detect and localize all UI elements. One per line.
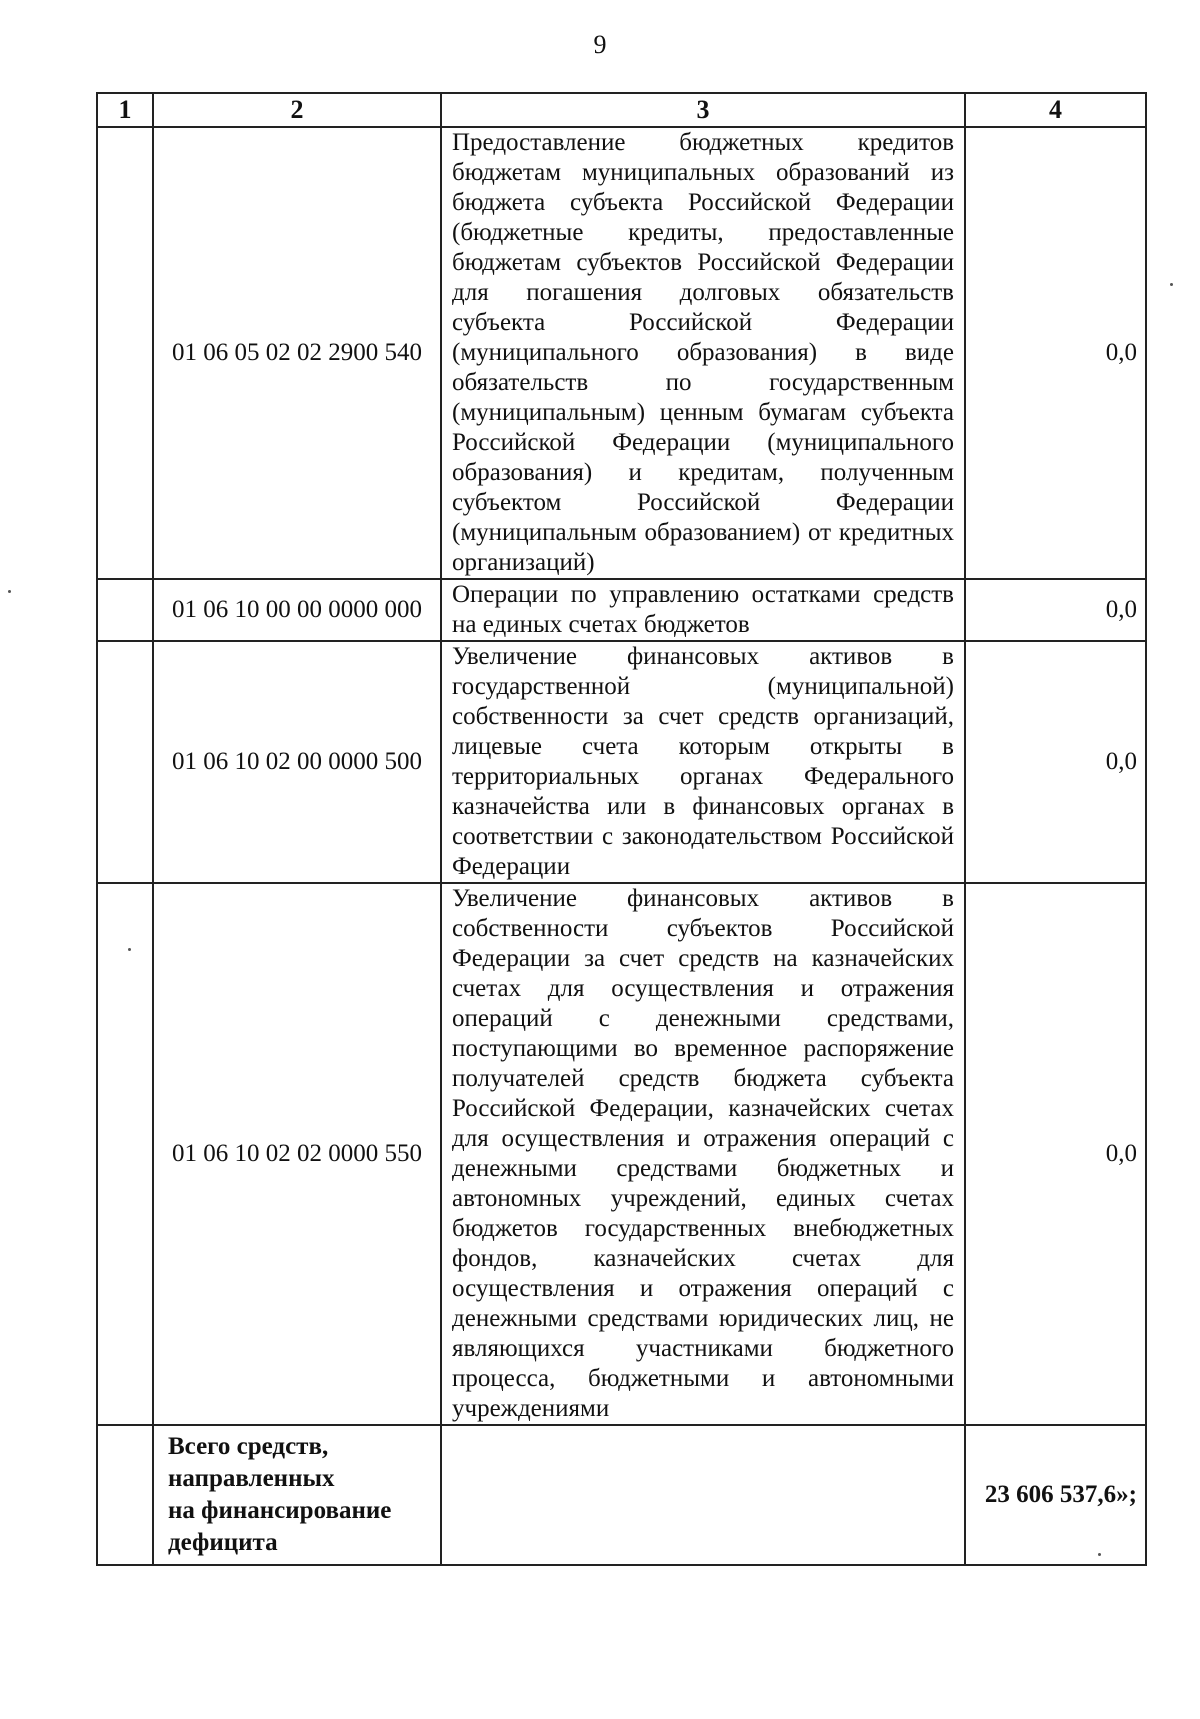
table-row xyxy=(97,883,1146,1425)
total-description xyxy=(441,1425,965,1565)
header-col-4: 4 xyxy=(965,93,1146,127)
row-index-cell xyxy=(97,883,153,1425)
total-row xyxy=(97,1425,1146,1565)
row-description: Увеличение финансовых активов в государственной (муниципальной) собственности за счет средств организаций, лицевые счета которым открыты в территориальных органах Федерального казначейства или в финансовых органах в соответствии с законодательством Российской Федерации xyxy=(441,641,965,883)
table-row xyxy=(97,579,1146,641)
budget-table xyxy=(96,92,1147,1566)
scan-speck xyxy=(8,590,11,593)
row-amount: 0,0 xyxy=(965,641,1146,883)
row-amount: 0,0 xyxy=(965,883,1146,1425)
header-col-1: 1 xyxy=(97,93,153,127)
header-col-3: 3 xyxy=(441,93,965,127)
total-label xyxy=(153,1425,441,1565)
total-amount: 23 606 537,6»; xyxy=(965,1425,1146,1565)
total-label-line: на финансирование xyxy=(168,1497,392,1524)
header-col-2: 2 xyxy=(153,93,441,127)
row-amount: 0,0 xyxy=(965,579,1146,641)
total-label-line: направленных xyxy=(168,1465,335,1492)
budget-code: 01 06 10 02 02 0000 550 xyxy=(153,883,441,1425)
row-index-cell xyxy=(97,127,153,579)
scan-speck xyxy=(1170,283,1173,286)
total-label-line: дефицита xyxy=(168,1529,278,1556)
row-description: Увеличение финансовых активов в собственности субъектов Российской Федерации за счет средств на казначейских счетах для осуществления и отражения операций с денежными средствами, поступающими во временное распоряжение получателей средств бюджета субъекта Российской Федерации, казначейских счетах для осуществления и отражения операций с денежными средствами бюджетных и автономных учреждений, единых счетах бюджетов государственных внебюджетных фондов, казначейских счетах для осуществления и отражения операций с денежными средствами юридических лиц, не являющихся участниками бюджетного процесса, бюджетными и автономными учреждениями xyxy=(441,883,965,1425)
budget-code: 01 06 10 00 00 0000 000 xyxy=(153,579,441,641)
table-header-row xyxy=(97,93,1146,127)
row-index-cell xyxy=(97,1425,153,1565)
row-description: Операции по управлению остатками средств на единых счетах бюджетов xyxy=(441,579,965,641)
table-row xyxy=(97,641,1146,883)
row-index-cell xyxy=(97,641,153,883)
scan-speck xyxy=(128,948,131,951)
budget-code: 01 06 05 02 02 2900 540 xyxy=(153,127,441,579)
page-number: 9 xyxy=(593,30,607,59)
scan-speck xyxy=(1098,1553,1101,1556)
row-amount: 0,0 xyxy=(965,127,1146,579)
table-row xyxy=(97,127,1146,579)
budget-code: 01 06 10 02 00 0000 500 xyxy=(153,641,441,883)
row-description: Предоставление бюджетных кредитов бюджетам муниципальных образований из бюджета субъекта Российской Федерации (бюджетные кредиты, предоставленные бюджетам субъектов Российской Федерации для погашения долговых обязательств субъекта Российской Федерации (муниципального образования) в виде обязательств по государственным (муниципальным) ценным бумагам субъекта Российской Федерации (муниципального образования) и кредитам, полученным субъектом Российской Федерации (муниципальным образованием) от кредитных организаций) xyxy=(441,127,965,579)
total-label-line: Всего средств, xyxy=(168,1433,329,1460)
row-index-cell xyxy=(97,579,153,641)
